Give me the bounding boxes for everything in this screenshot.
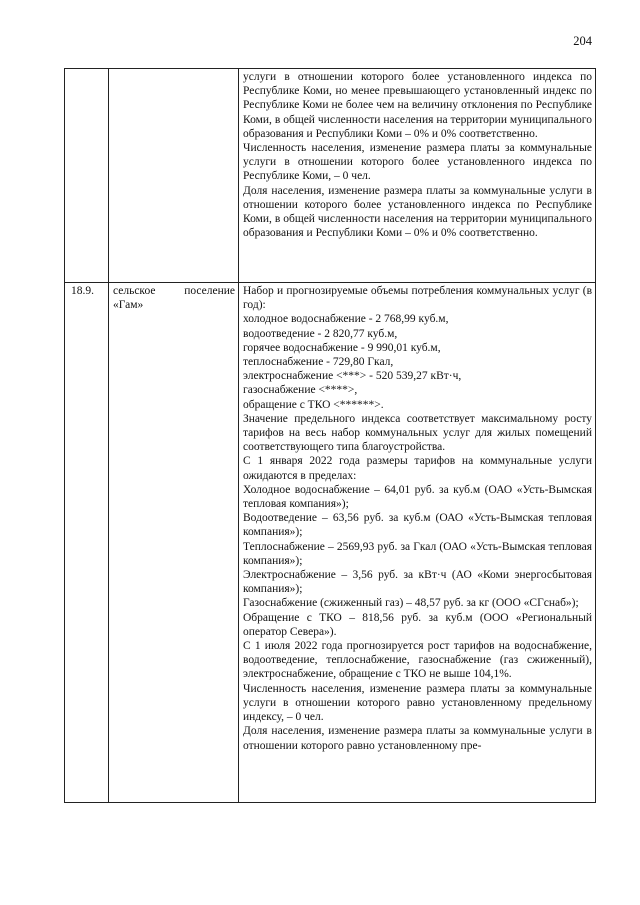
paragraph: Значение предельного индекса соответствует максимальному росту тарифов на весь набор коммунальных услуг для жилых помещений соответствующего типа благоустройства. [243, 412, 592, 454]
paragraph: Доля населения, изменение размера платы за коммунальные услуги в отношении которого равно установленному пре- [243, 725, 592, 752]
paragraph: Набор и прогнозируемые объемы потребления коммунальных услуг (в год): [243, 285, 592, 312]
paragraph: Доля населения, изменение размера платы за коммунальные услуги в отношении которого более установленного индекса по Республике Коми, в общей численности населения на территории муниципального образования и Республики Коми – 0% и 0% соответственно. [243, 184, 592, 240]
paragraph: Численность населения, изменение размера платы за коммунальные услуги в отношении которого равно установленному предельному индексу, – 0 чел. [243, 682, 592, 724]
paragraph: С 1 января 2022 года размеры тарифов на коммунальные услуги ожидаются в пределах: [243, 455, 592, 482]
municipality-name-cell [109, 69, 239, 283]
paragraph: Численность населения, изменение размера платы за коммунальные услуги в отношении которого более установленного индекса по Республике Коми, – 0 чел. [243, 142, 592, 183]
paragraph: холодное водоснабжение - 2 768,99 куб.м, [243, 313, 449, 326]
paragraph: обращение с ТКО <******>. [243, 398, 384, 411]
paragraph: Электроснабжение – 3,56 руб. за кВт·ч (АО «Коми энергосбытовая компания»); [243, 569, 592, 596]
row-number-cell [65, 69, 109, 283]
row-number-cell: 18.9. [65, 283, 109, 803]
paragraph: Обращение с ТКО – 818,56 руб. за куб.м (ООО «Региональный оператор Севера»). [243, 611, 592, 638]
paragraph: водоотведение - 2 820,77 куб.м, [243, 327, 398, 340]
paragraph: Холодное водоснабжение – 64,01 руб. за куб.м (ОАО «Усть-Вымская тепловая компания»); [243, 483, 592, 511]
page-number: 204 [573, 34, 592, 48]
paragraph: электроснабжение <***> - 520 539,27 кВт·ч, [243, 370, 462, 383]
paragraph: Водоотведение – 63,56 руб. за куб.м (ОАО «Усть-Вымская тепловая компания»); [243, 512, 592, 539]
paragraph: газоснабжение <****>, [243, 384, 358, 397]
table-row [65, 283, 596, 803]
description-cell [239, 69, 596, 283]
paragraph: теплоснабжение - 729,80 Гкал, [243, 356, 394, 369]
paragraph: горячее водоснабжение - 9 990,01 куб.м, [243, 341, 441, 354]
paragraph: С 1 июля 2022 года прогнозируется рост тарифов на водоснабжение, водоотведение, теплоснабжение, газоснабжение (газ сжиженный), электроснабжение, обращение с ТКО не выше 104,1%. [243, 640, 592, 681]
description-cell [239, 283, 596, 803]
paragraph: Теплоснабжение – 2569,93 руб. за Гкал (ОАО «Усть-Вымская тепловая компания»); [243, 540, 592, 567]
paragraph: Газоснабжение (сжиженный газ) – 48,57 руб. за кг (ООО «СГснаб»); [243, 597, 579, 610]
municipality-tariff-table [64, 68, 596, 803]
paragraph: услуги в отношении которого более установленного индекса по Республике Коми, но менее превышающего установленный индекс по Республике Коми не более чем на величину отклонения по Республике Коми, в общей численности населения на территории муниципального образования и Республики Коми – 0% и 0% соответственно. [243, 71, 592, 140]
municipality-name-cell: сельское поселение «Гам» [109, 283, 239, 803]
table-row [65, 69, 596, 283]
